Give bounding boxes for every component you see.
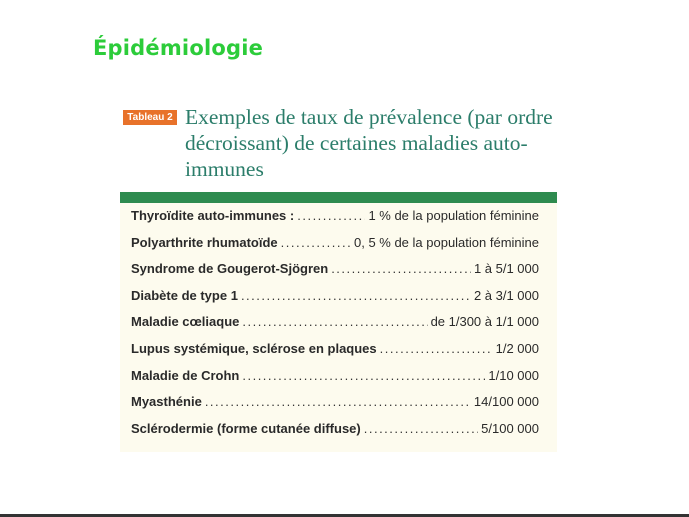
leader-dots — [331, 261, 471, 276]
leader-dots — [242, 314, 427, 329]
disease-label: Maladie de Crohn — [131, 367, 240, 383]
disease-label: Maladie cœliaque — [131, 314, 240, 330]
prevalence-list — [131, 208, 539, 447]
figure-header — [120, 104, 557, 192]
header-bar — [120, 192, 557, 203]
prevalence-value: 14/100 000 — [473, 394, 539, 410]
leader-dots — [380, 341, 493, 356]
prevalence-value: 1 à 5/1 000 — [473, 261, 539, 277]
prevalence-value: 2 à 3/1 000 — [473, 287, 539, 303]
table-row — [131, 288, 539, 315]
table-caption: Exemples de taux de prévalence (par ordre décroissant) de certaines maladies auto-immunes — [185, 105, 553, 181]
prevalence-value: 5/100 000 — [481, 420, 539, 436]
leader-dots — [242, 368, 485, 383]
leader-dots — [281, 235, 351, 250]
table-row — [131, 394, 539, 421]
disease-label: Myasthénie — [131, 394, 202, 410]
table-row — [131, 314, 539, 341]
prevalence-value: 1/10 000 — [488, 367, 539, 383]
table-row — [131, 235, 539, 262]
table-row — [131, 368, 539, 395]
prevalence-value: de 1/300 à 1/1 000 — [430, 314, 539, 330]
disease-label: Polyarthrite rhumatoïde — [131, 234, 278, 250]
leader-dots — [241, 288, 471, 303]
prevalence-value: 1 % de la population féminine — [368, 208, 539, 223]
prevalence-table-figure — [120, 104, 557, 452]
slide-title: Épidémiologie — [93, 36, 264, 60]
prevalence-value: 1/2 000 — [495, 340, 539, 356]
disease-label: Diabète de type 1 — [131, 287, 238, 303]
table-badge: Tableau 2 — [123, 110, 177, 125]
leader-dots — [297, 208, 365, 223]
prevalence-value: 0, 5 % de la population féminine — [353, 234, 539, 250]
leader-dots — [205, 394, 471, 409]
disease-label: Thyroïdite auto-immunes : — [131, 208, 295, 223]
table-row — [131, 421, 539, 448]
disease-label: Lupus systémique, sclérose en plaques — [131, 340, 377, 356]
leader-dots — [364, 421, 478, 436]
table-row — [131, 261, 539, 288]
disease-label: Sclérodermie (forme cutanée diffuse) — [131, 420, 361, 436]
disease-label: Syndrome de Gougerot-Sjögren — [131, 261, 329, 277]
table-row — [131, 341, 539, 368]
table-row — [131, 208, 539, 235]
